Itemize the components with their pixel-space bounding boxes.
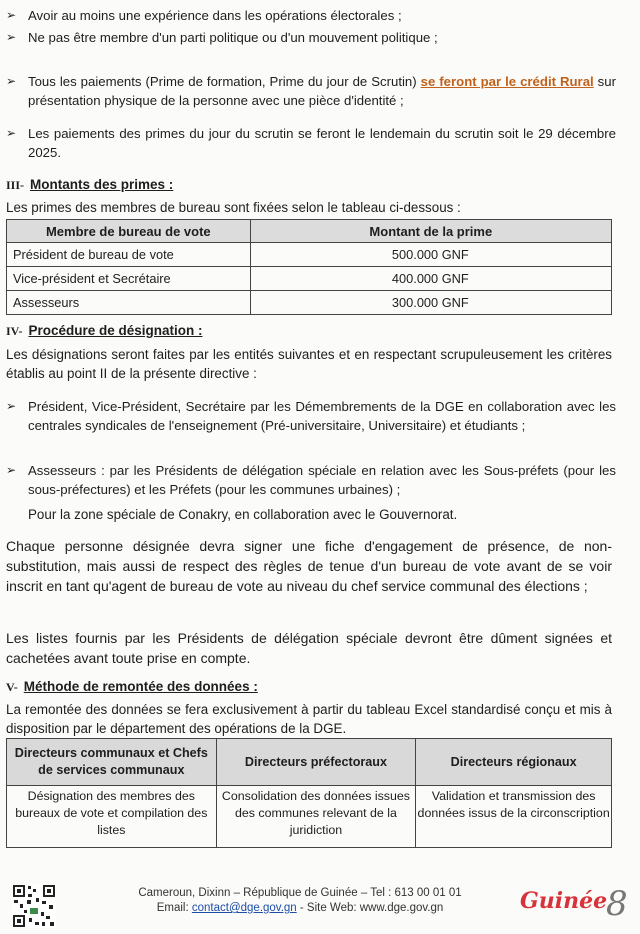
table-header-cell: Directeurs régionaux — [416, 739, 612, 786]
designation-bullet — [6, 397, 616, 435]
section4-intro: Les désignations seront faites par les entités suivantes et en respectant scrupuleusement les critères établis au point II de la présente directive : — [6, 347, 612, 381]
section-number: V- — [6, 680, 18, 694]
guinee-logo: Guinée — [520, 888, 608, 914]
prime-table — [6, 219, 612, 315]
section5-intro: La remontée des données se fera exclusivement à partir du tableau Excel standardisé conçu et mis à disposition par le département des opérations de la DGE. — [6, 702, 612, 736]
table-row — [7, 243, 612, 267]
section-title: Procédure de désignation : — [28, 323, 203, 338]
bullet-text: Assesseurs : par les Présidents de délégation spéciale en relation avec les Sous-préfets (pour les sous-préfectures) et les Préfets (pour les communes urbaines) ; — [28, 463, 616, 497]
section-heading-3 — [6, 177, 173, 193]
table-cell: Consolidation des données issues des communes relevant de la juridiction — [216, 786, 416, 848]
table-row — [7, 267, 612, 291]
arrow-bullet-icon: ➢ — [6, 30, 17, 44]
section-heading-4 — [6, 323, 202, 339]
arrow-bullet-icon: ➢ — [6, 74, 17, 88]
table-header-row — [7, 739, 612, 786]
section3-intro: Les primes des membres de bureau sont fixées selon le tableau ci-dessous : — [6, 200, 461, 215]
table-cell: Validation et transmission des données issus de la circonscription — [416, 786, 612, 848]
table-header-cell: Directeurs préfectoraux — [216, 739, 416, 786]
table-cell: Vice-président et Secrétaire — [7, 267, 251, 291]
bullet-text: Ne pas être membre d'un parti politique ou d'un mouvement politique ; — [28, 30, 438, 45]
arrow-bullet-icon: ➢ — [6, 399, 17, 413]
arrow-bullet-icon: ➢ — [6, 463, 17, 477]
listes-paragraph: Les listes fournis par les Présidents de délégation spéciale devront être dûment signées et cachetées avant toute prise en compte. — [6, 630, 612, 666]
table-row — [7, 291, 612, 315]
conakry-note: Pour la zone spéciale de Conakry, en collaboration avec le Gouvernorat. — [28, 507, 458, 522]
table-header-cell: Directeurs communaux et Chefs de services communaux — [7, 739, 217, 786]
section-title: Montants des primes : — [30, 177, 174, 192]
email-label: Email: — [156, 902, 192, 914]
section-number: IV- — [6, 324, 23, 338]
table-cell: Assesseurs — [7, 291, 251, 315]
engagement-paragraph: Chaque personne désignée devra signer une fiche d'engagement de présence, de non-substitution, mais aussi de respect des règles de tenue d'un bureau de vote avant de se voir inscrit en tant qu'agent de bureau de vote au niveau du chef service communal des élections ; — [6, 538, 612, 594]
payment-date-bullet — [6, 124, 616, 162]
table-cell: Désignation des membres des bureaux de vote et compilation des listes — [7, 786, 217, 848]
table-header-cell: Membre de bureau de vote — [7, 220, 251, 243]
payment-date-text: Les paiements des primes du jour du scrutin se feront le lendemain du scrutin soit le 29 décembre 2025. — [28, 126, 616, 160]
footer-address: Cameroun, Dixinn – République de Guinée – Tel : 613 00 01 01 — [138, 887, 462, 899]
bullet-item — [6, 28, 616, 47]
table-header-cell: Montant de la prime — [250, 220, 611, 243]
section-title: Méthode de remontée des données : — [23, 679, 258, 694]
data-flow-table — [6, 738, 612, 848]
table-cell: 500.000 GNF — [250, 243, 611, 267]
table-header-row — [7, 220, 612, 243]
table-cell: 400.000 GNF — [250, 267, 611, 291]
footer-line2 — [110, 901, 490, 916]
bullet-item — [6, 6, 616, 25]
table-cell: 300.000 GNF — [250, 291, 611, 315]
payment-bullet-text — [6, 72, 616, 110]
website-text: - Site Web: www.dge.gov.gn — [296, 902, 444, 914]
table-row — [7, 786, 612, 848]
footer-contact — [110, 886, 490, 916]
payment-bullet — [6, 72, 616, 110]
arrow-bullet-icon: ➢ — [6, 126, 17, 140]
bullet-text: Avoir au moins une expérience dans les opérations électorales ; — [28, 8, 402, 23]
bullet-text: Président, Vice-Président, Secrétaire par les Démembrements de la DGE en collaboration avec les centrales syndicales de l'enseignement (Pré-universitaire, Universitaire) et étudiants ; — [28, 399, 616, 433]
payment-text-after: sur présentation physique de la personne avec une pièce d'identité ; — [28, 74, 616, 108]
credit-rural-highlight: se feront par le crédit Rural — [420, 74, 594, 89]
page-footer — [0, 880, 640, 934]
email-link[interactable]: contact@dge.gov.gn — [191, 902, 297, 914]
section-number: III- — [6, 178, 25, 192]
section-heading-5 — [6, 679, 258, 695]
designation-bullet — [6, 461, 616, 499]
table-cell: Président de bureau de vote — [7, 243, 251, 267]
payment-text-before: Tous les paiements (Prime de formation, Prime du jour de Scrutin) — [28, 74, 421, 89]
qr-code-icon — [12, 884, 56, 928]
page-number: 8 — [606, 884, 628, 924]
arrow-bullet-icon: ➢ — [6, 8, 17, 22]
